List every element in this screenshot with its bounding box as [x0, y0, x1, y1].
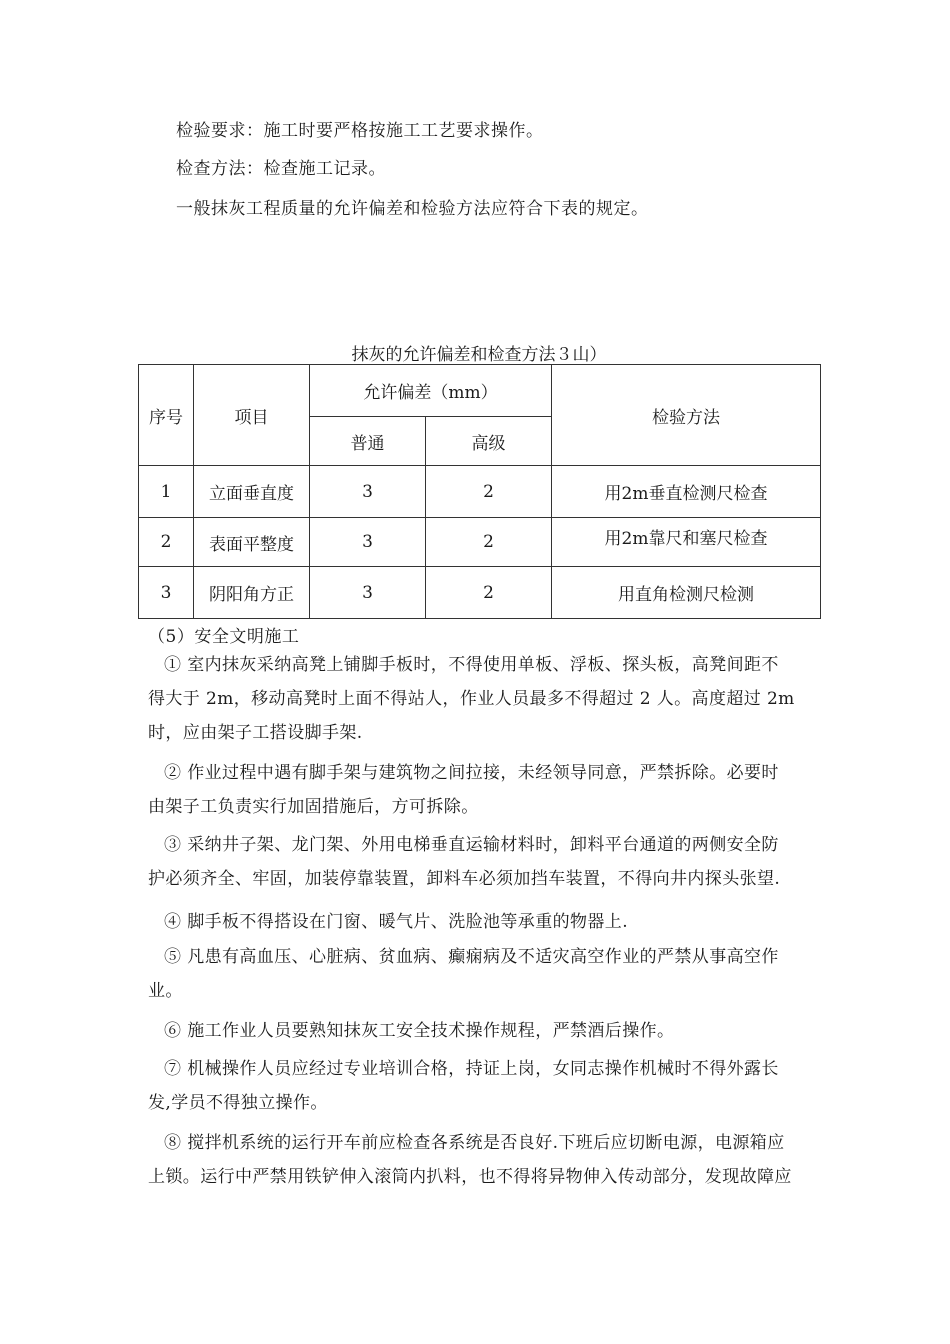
paragraph-line: ⑤ 凡患有高血压、心脏病、贫血病、癫痫病及不适灾高空作业的严禁从事高空作 — [164, 947, 779, 967]
cell-normal: 3 — [310, 466, 426, 518]
safety-item-7 — [148, 1052, 828, 1120]
header-advanced: 高级 — [426, 417, 552, 466]
cell-no: 1 — [139, 466, 194, 518]
paragraph-line: ④ 脚手板不得搭设在门窗、暖气片、洗脸池等承重的物器上. — [164, 912, 629, 932]
cell-normal: 3 — [310, 518, 426, 567]
paragraph-line: ② 作业过程中遇有脚手架与建筑物之间拉接，未经领导同意，严禁拆除。必要时 — [164, 763, 779, 783]
paragraph-line: ⑦ 机械操作人员应经过专业培训合格，持证上岗，女同志操作机械时不得外露长 — [164, 1059, 779, 1079]
safety-item-6 — [148, 1014, 828, 1048]
paragraph-line: 时，应由架子工搭设脚手架. — [148, 723, 363, 743]
header-no: 序号 — [139, 365, 194, 466]
safety-item-2 — [148, 756, 828, 824]
cell-item: 立面垂直度 — [194, 466, 310, 518]
cell-no: 2 — [139, 518, 194, 567]
table-caption: 抹灰的允许偏差和检查方法３山） — [351, 345, 607, 365]
inspection-requirement: 检验要求：施工时要严格按施工工艺要求操作。 — [176, 121, 544, 141]
paragraph-line: ⑥ 施工作业人员要熟知抹灰工安全技术操作规程，严禁酒后操作。 — [164, 1021, 675, 1041]
cell-advanced: 2 — [426, 567, 552, 619]
paragraph-line: ⑧ 搅拌机系统的运行开车前应检查各系统是否良好.下班后应切断电源，电源箱应 — [164, 1133, 785, 1153]
safety-item-3 — [148, 828, 828, 896]
paragraph-line: ① 室内抹灰采纳高凳上铺脚手板时，不得使用单板、浮板、探头板，高凳间距不 — [164, 655, 779, 675]
table-row — [139, 466, 821, 518]
paragraph-line: 上锁。运行中严禁用铁铲伸入滚筒内扒料，也不得将异物伸入传动部分，发现故障应 — [148, 1167, 792, 1187]
cell-advanced: 2 — [426, 518, 552, 567]
cell-method: 用2m垂直检测尺检查 — [552, 466, 821, 518]
paragraph-line: 发,学员不得独立操作。 — [148, 1093, 328, 1113]
safety-item-5 — [148, 940, 828, 1008]
cell-item: 阴阳角方正 — [194, 567, 310, 619]
table-intro: 一般抹灰工程质量的允许偏差和检验方法应符合下表的规定。 — [176, 199, 649, 219]
safety-item-4 — [148, 905, 828, 939]
header-normal: 普通 — [310, 417, 426, 466]
cell-method: 用直角检测尺检测 — [552, 567, 821, 619]
table-row — [139, 567, 821, 619]
section-heading: （5）安全文明施工 — [148, 627, 300, 647]
paragraph-line: 得大于 2m，移动高凳时上面不得站人，作业人员最多不得超过 2 人。高度超过 2m — [148, 689, 795, 709]
cell-normal: 3 — [310, 567, 426, 619]
inspection-method: 检查方法：检查施工记录。 — [176, 159, 386, 179]
paragraph-line: 业。 — [148, 981, 183, 1001]
paragraph-line: 由架子工负责实行加固措施后，方可拆除。 — [148, 797, 479, 817]
header-method: 检验方法 — [552, 365, 821, 466]
cell-method: 用2m靠尺和塞尺检查 — [552, 518, 821, 567]
paragraph-line: ③ 采纳井子架、龙门架、外用电梯垂直运输材料时，卸料平台通道的两侧安全防 — [164, 835, 779, 855]
cell-advanced: 2 — [426, 466, 552, 518]
header-item: 项目 — [194, 365, 310, 466]
safety-item-1 — [148, 648, 828, 750]
cell-item: 表面平整度 — [194, 518, 310, 567]
tolerance-table — [138, 364, 821, 619]
paragraph-line: 护必须齐全、牢固，加装停靠装置，卸料车必须加挡车装置，不得向井内探头张望. — [148, 869, 781, 889]
cell-no: 3 — [139, 567, 194, 619]
table-row — [139, 518, 821, 567]
header-allowance: 允许偏差（mm） — [310, 365, 552, 417]
safety-item-8 — [148, 1126, 828, 1194]
